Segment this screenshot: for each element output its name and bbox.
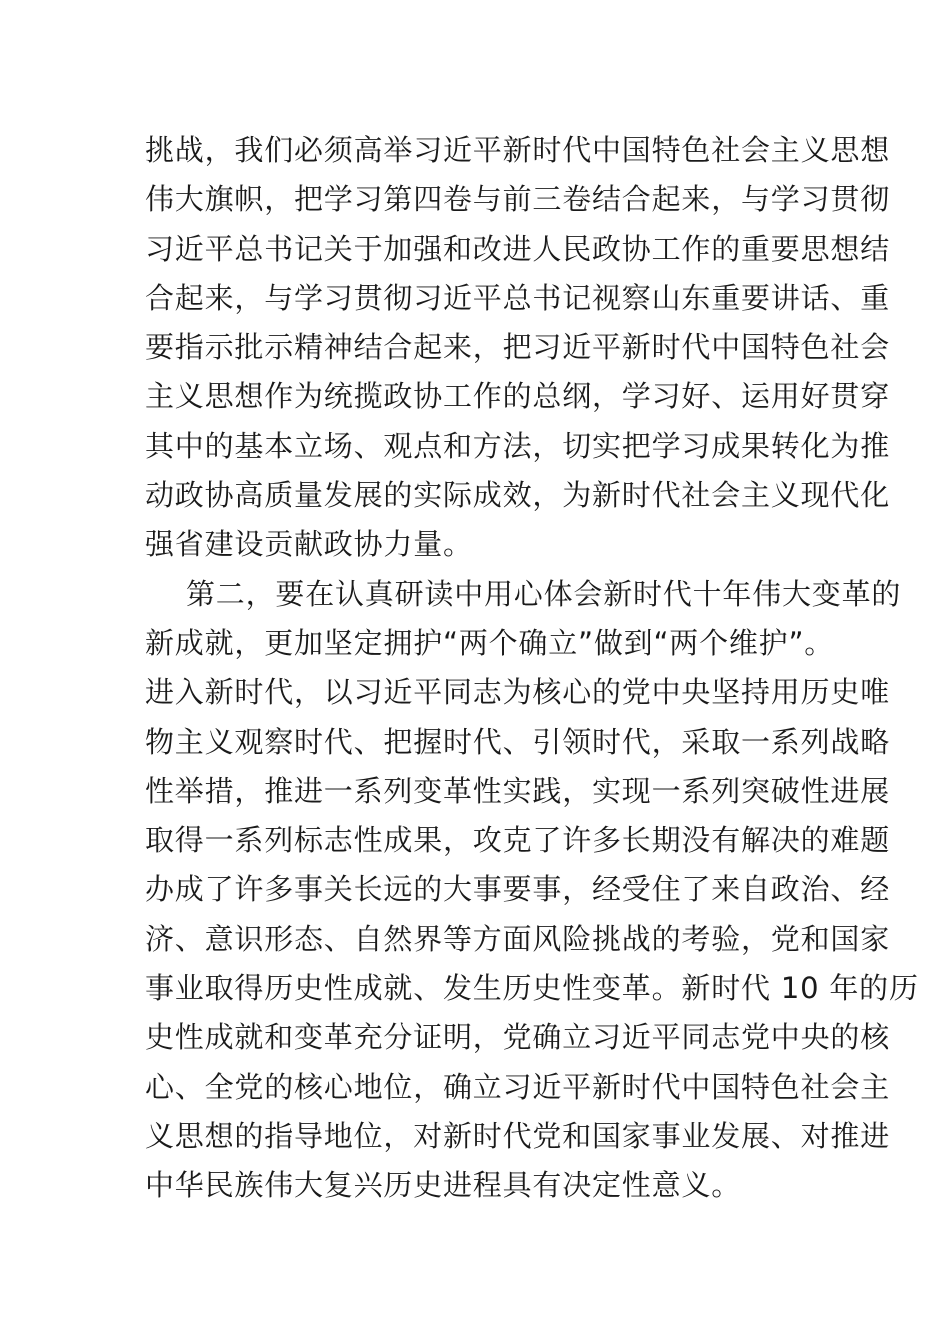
body-text [145, 126, 919, 1211]
text-line: 史性成就和变革充分证明，党确立习近平同志党中央的核 [145, 1020, 891, 1055]
text-line: 合起来，与学习贯彻习近平总书记视察山东重要讲话、重 [145, 280, 891, 315]
text-line: 性举措，推进一系列变革性实践，实现一系列突破性进展 [145, 773, 891, 808]
text-line: 伟大旗帜，把学习第四卷与前三卷结合起来，与学习贯彻 [145, 182, 891, 217]
text-line: 习近平总书记关于加强和改进人民政协工作的重要思想结 [145, 231, 891, 266]
text-line: 主义思想作为统揽政协工作的总纲，学习好、运用好贯穿 [145, 379, 891, 414]
text-line: 办成了许多事关长远的大事要事，经受住了来自政治、经 [145, 872, 891, 907]
text-line: 事业取得历史性成就、发生历史性变革。新时代 10 年的历 [145, 971, 919, 1006]
text-line: 新成就，更加坚定拥护“两个确立”做到“两个维护”。 [145, 625, 835, 660]
text-line: 取得一系列标志性成果，攻克了许多长期没有解决的难题 [145, 823, 891, 858]
text-line: 强省建设贡献政协力量。 [145, 527, 473, 562]
paragraph-start-line: 第二，要在认真研读中用心体会新时代十年伟大变革的 [186, 576, 902, 611]
text-line: 动政协高质量发展的实际成效，为新时代社会主义现代化 [145, 478, 891, 513]
text-line: 要指示批示精神结合起来，把习近平新时代中国特色社会 [145, 330, 891, 365]
text-line: 挑战，我们必须高举习近平新时代中国特色社会主义思想 [145, 133, 891, 167]
text-line: 心、全党的核心地位，确立习近平新时代中国特色社会主 [145, 1069, 891, 1104]
text-line: 中华民族伟大复兴历史进程具有决定性意义。 [145, 1168, 742, 1203]
text-line: 济、意识形态、自然界等方面风险挑战的考验，党和国家 [145, 921, 891, 956]
text-line: 其中的基本立场、观点和方法，切实把学习成果转化为推 [145, 428, 891, 463]
text-line: 物主义观察时代、把握时代、引领时代，采取一系列战略 [145, 724, 891, 759]
text-line: 义思想的指导地位，对新时代党和国家事业发展、对推进 [145, 1118, 891, 1153]
text-line: 进入新时代，以习近平同志为核心的党中央坚持用历史唯 [145, 675, 891, 710]
